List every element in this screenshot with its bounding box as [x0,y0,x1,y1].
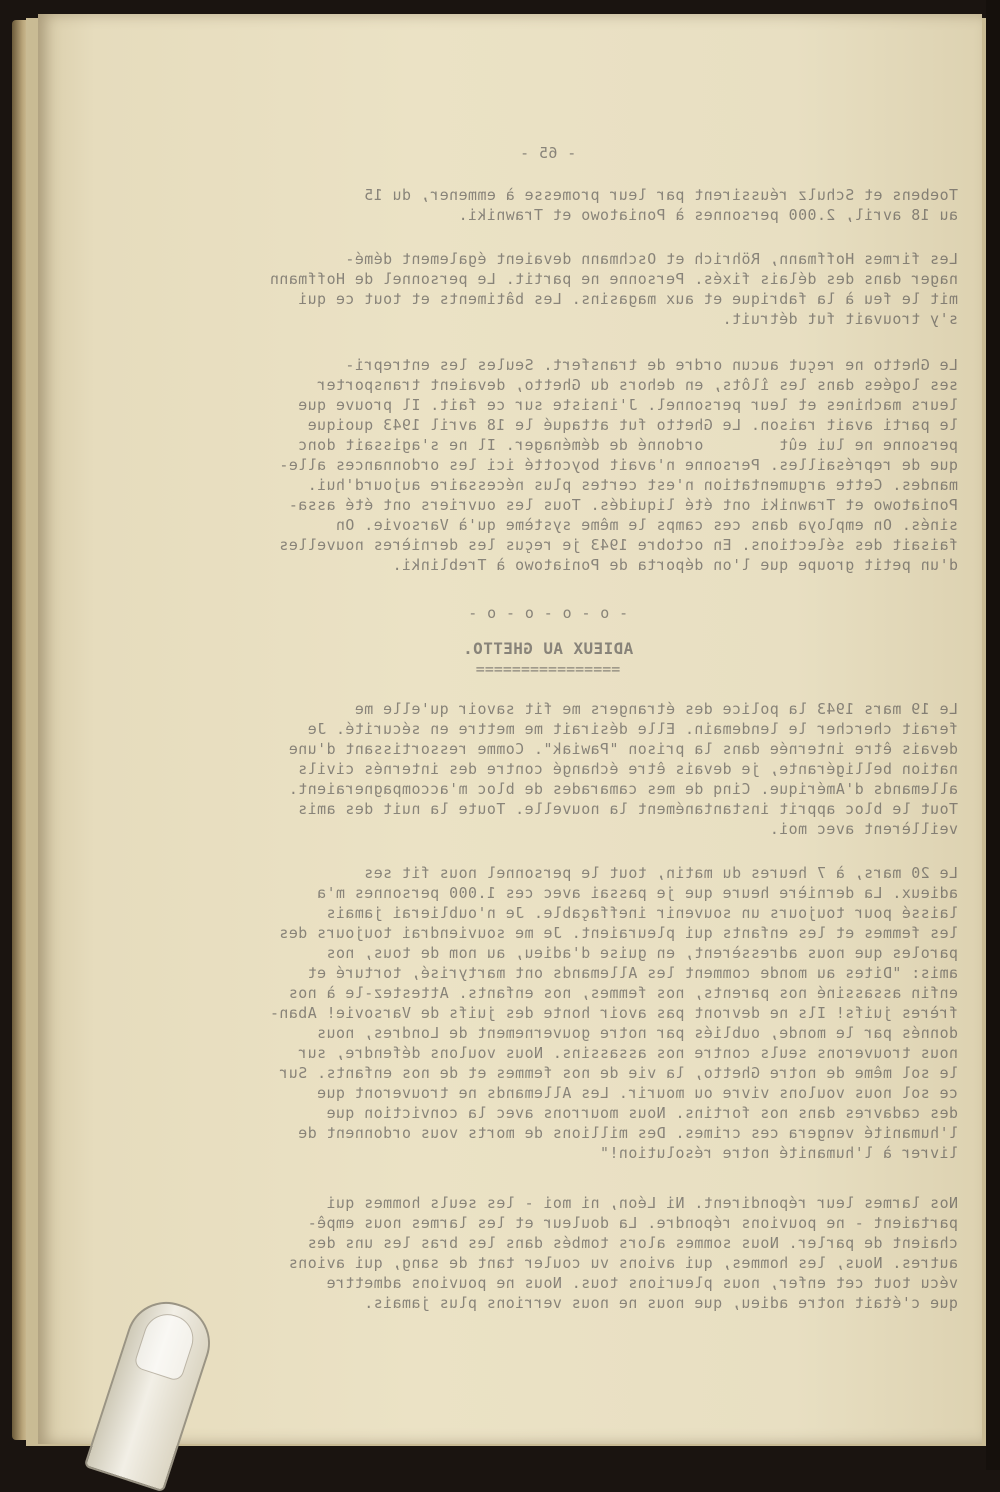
text-line: laissé pour toujours un souvenir ineffaçable. Je n'oublierai jamais [326,904,958,922]
text-line: personne ne lui eût ordonné de déménager. Il ne s'agissait donc [297,436,958,454]
title-underline: ================ [475,660,621,678]
text-line: Tout le bloc apprit instantanément la nouvelle. Toute la nuit des amis [297,800,958,818]
text-line: les femmes et les enfants qui pleuraient. Je me souviendrai toujours des [278,924,958,942]
text-line: autres. Nous, les hommes, qui avions vu couler tant de sang, qui avions [288,1254,958,1272]
text-line: Toebens et Schulz réussirent par leur promesse à emmener, du 15 [363,186,958,204]
text-line: l'humanité vengera ces crimes. Des millions de morts vous ordonnent de [297,1124,958,1142]
text-line: que de représailles. Personne n'avait boycotté ici les ordonnances alle- [278,456,958,474]
text-line: Nos larmes leur répondirent. Ni Léon, ni moi - les seuls hommes qui [326,1194,958,1212]
bleed-through-text [138,14,958,1444]
text-line: adieux. La dernière heure que je passai avec ces 1.000 personnes m'a [316,884,958,902]
text-line: d'un petit groupe que l'on déporta de Poniatowo à Treblinki. [392,556,958,574]
text-line: enfin assassiné nos parents, nos femmes, nos enfants. Attestez-le à nos [288,984,958,1002]
text-line: ses logées dans les îlôts, en dehors du Ghetto, devaient transporter [316,376,958,394]
text-line: des cadavres dans nos fortins. Nous mourrons avec la conviction que [326,1104,958,1122]
paper-page [38,14,982,1444]
text-line: partaient - ne pouvions répondre. La douleur et les larmes nous empê- [307,1214,958,1232]
text-line: ferait chercher le lendemain. Elle désirait me mettre en sécurité. Je [307,720,958,738]
text-line: Poniatowo et Trawniki ont été liquidés. Tous les ouvriers ont été assa- [288,496,958,514]
text-line: paroles que nous adressèrent, en guise d'adieu, au nom de tous, nos [326,944,958,962]
text-line: leurs machines et leur personnel. J'insiste sur ce fait. Il prouve que [297,396,958,414]
text-line: veillèrent avec moi. [769,820,958,838]
text-line: Le 19 mars 1943 la police des étrangers me fit savoir qu'elle me [354,700,958,718]
text-line: devais être internée dans la prison "Pawiak". Comme ressortissant d'une [288,740,958,758]
text-line: donnés par le monde, oubliés par notre gouvernement de Londres, nous [316,1024,958,1042]
text-line: amis: "Dites au monde comment les Allemands ont martyrisé, torturé et [307,964,958,982]
text-line: allemands d'Amérique. Cinq de mes camarades de bloc m'accompagneraient. [288,780,958,798]
text-line: livrer à l'humanité notre résolution!" [599,1144,958,1162]
text-line: Le 20 mars, à 7 heures du matin, tout le personnel nous fit ses [363,864,958,882]
text-line: Le Ghetto ne reçut aucun ordre de transfert. Seules les entrepri- [345,356,958,374]
text-line: vécu tout cet enfer, nous pleurions tous. Nous ne pouvions admettre [326,1274,958,1292]
text-line: mandes. Cette argumentation n'est certes plus nécessaire aujourd'hui. [307,476,958,494]
section-title: ADIEUX AU GHETTO. [462,639,634,658]
text-line: s'y trouvait fut détruit. [722,310,958,328]
text-line: frères juifs! Ils ne devront pas avoir honte des juifs de Varsovie! Aban- [269,1004,958,1022]
thumb-nail [133,1308,200,1382]
text-line: nous trouverons seuls contre nos assassins. Nous voulons défendre, sur [297,1044,958,1062]
page-number: - 65 - [519,144,577,162]
text-line: que c'était notre adieu, que nous ne nous verrions plus jamais. [363,1294,958,1312]
text-line: le sol même de notre Ghetto, la vie de nos femmes et de nos enfants. Sur [278,1064,958,1082]
text-line: le parti avait raison. Le Ghetto fut attaqué le 18 avril 1943 quoique [307,416,958,434]
text-line: chaient de parler. Nous sommes alors tombés dans les bras les uns des [307,1234,958,1252]
text-line: sinés. On employa dans ces camps le même système qu'à Varsovie. On [335,516,958,534]
text-line: au 18 avril, 2.000 personnes à Poniatowo et Trawniki. [458,206,958,224]
section-separator: - o - o - o - o - [467,604,629,622]
text-line: nager dans des délais fixés. Personne ne partit. Le personnel de Hoffmann [269,270,958,288]
text-line: ce sol nous voulons vivre ou mourir. Les Allemands ne trouveront que [316,1084,958,1102]
text-line: Les firmes Hoffmann, Röhrich et Oschmann devaient également démé- [345,250,958,268]
text-line: mit le feu à la fabrique et aux magasins. Les bâtiments et tout ce qui [297,290,958,308]
scan-background-edge [986,0,1000,1470]
text-line: faisait des sélections. En octobre 1943 je reçus les dernières nouvelles [278,536,958,554]
text-line: nation belligérante, je devais être échangé contre des internés civils [297,760,958,778]
